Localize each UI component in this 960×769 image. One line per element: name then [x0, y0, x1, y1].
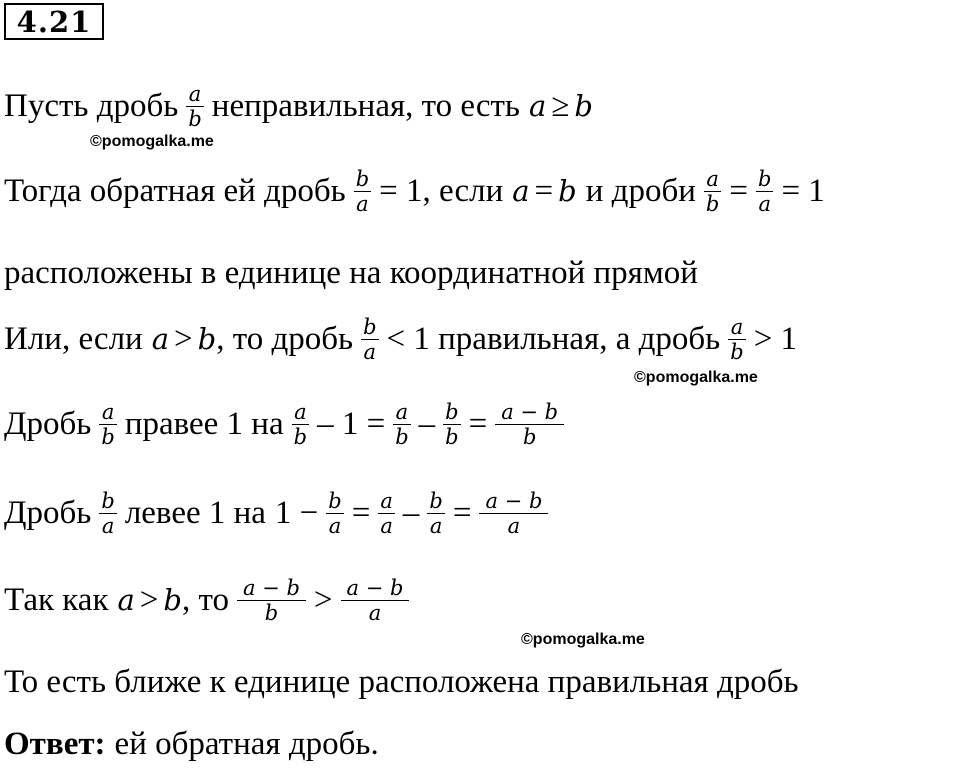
line-6 [4, 489, 551, 538]
watermark: ©pomogalka.me [521, 631, 645, 648]
line-2-mid: и дроби [585, 173, 696, 210]
eq-sign: = [468, 406, 488, 443]
line-5-minus-one: – 1 = [317, 406, 386, 443]
watermark: ©pomogalka.me [90, 133, 214, 150]
gt-sign: > [139, 582, 159, 619]
minus-sign: – [402, 495, 420, 532]
fraction-amb-over-b: $\frac{a - b}{b}$ [495, 400, 564, 449]
line-4-pre: Или, если [4, 321, 143, 358]
line-2-eq1: = 1, если [379, 173, 504, 210]
var-a: a [512, 174, 530, 209]
fraction-amb-over-a: $\frac{a - b}{a}$ [479, 489, 548, 538]
fraction-b-over-a: $\frac{b}{a}$ [757, 167, 772, 217]
line-4-mid: , то дробь [216, 321, 354, 358]
eq-sign: = [351, 495, 371, 532]
fraction-b-over-a: $\frac{b}{a}$ [355, 167, 370, 217]
answer-text: ей обратная дробь. [114, 725, 379, 762]
fraction-a-over-a: $\frac{a}{a}$ [380, 489, 393, 539]
fraction-a-over-b: $\frac{a}{b}$ [395, 400, 409, 450]
var-b: b [574, 89, 593, 124]
var-b: b [197, 322, 217, 357]
answer-line [4, 726, 379, 762]
line-3-text: расположены в единице на координатной прямой [4, 254, 698, 291]
line-3 [4, 255, 698, 291]
fraction-b-over-b: $\frac{b}{b}$ [445, 400, 459, 450]
line-5 [4, 400, 567, 449]
fraction-amb-over-a: $\frac{a - b}{a}$ [341, 576, 410, 625]
fraction-b-over-a: $\frac{b}{a}$ [101, 489, 115, 539]
line-6-pre: Дробь [4, 495, 92, 532]
line-1 [4, 82, 593, 131]
fraction-a-over-b: $\frac{a}{b}$ [730, 315, 744, 365]
line-7-pre: Так как [4, 582, 109, 619]
line-7-mid: , то [181, 582, 229, 619]
answer-label: Ответ: [4, 725, 106, 762]
line-8 [4, 664, 799, 700]
line-5-mid: правее 1 на [124, 406, 284, 443]
eq-sign: = [534, 173, 554, 210]
gt-sign: > [174, 321, 193, 358]
line-2-eq-one: = 1 [781, 173, 825, 210]
fraction-a-over-b: $\frac{a}{b}$ [705, 167, 720, 217]
line-4-lt1: < 1 правильная, а дробь [386, 321, 721, 358]
line-2 [4, 167, 825, 216]
eq-sign: = [729, 173, 748, 210]
fraction-b-over-a: $\frac{b}{a}$ [363, 315, 377, 365]
line-2-pre: Тогда обратная ей дробь [4, 173, 346, 210]
var-a: a [117, 583, 135, 618]
line-4-gt1: > 1 [753, 321, 798, 358]
var-a: a [151, 322, 169, 357]
fraction-a-over-b: $\frac{a}{b}$ [293, 400, 308, 450]
gt-sign: > [313, 582, 333, 619]
var-b: b [558, 174, 577, 209]
fraction-a-over-b: $\frac{a}{b}$ [188, 82, 202, 132]
line-8-text: То есть ближе к единице расположена правильная дробь [4, 663, 799, 700]
minus-sign: – [418, 406, 436, 443]
fraction-b-over-a: $\frac{b}{a}$ [328, 489, 342, 539]
watermark: ©pomogalka.me [634, 369, 758, 386]
line-1-mid: неправильная, то есть [211, 88, 520, 125]
fraction-amb-over-b: $\frac{a - b}{b}$ [237, 576, 306, 625]
line-6-one-minus: 1 − [274, 495, 319, 532]
problem-number: 4.21 [4, 3, 104, 40]
fraction-a-over-b: $\frac{a}{b}$ [101, 400, 115, 450]
eq-sign: = [452, 495, 472, 532]
line-6-mid: левее 1 на [124, 495, 266, 532]
var-b: b [163, 583, 182, 618]
line-1-pre: Пусть дробь [4, 88, 179, 125]
line-7 [4, 576, 412, 625]
var-a: a [528, 89, 547, 124]
line-5-pre: Дробь [4, 406, 92, 443]
geq-sign: ≥ [551, 88, 570, 125]
line-4 [4, 315, 797, 364]
fraction-b-over-a: $\frac{b}{a}$ [429, 489, 443, 539]
